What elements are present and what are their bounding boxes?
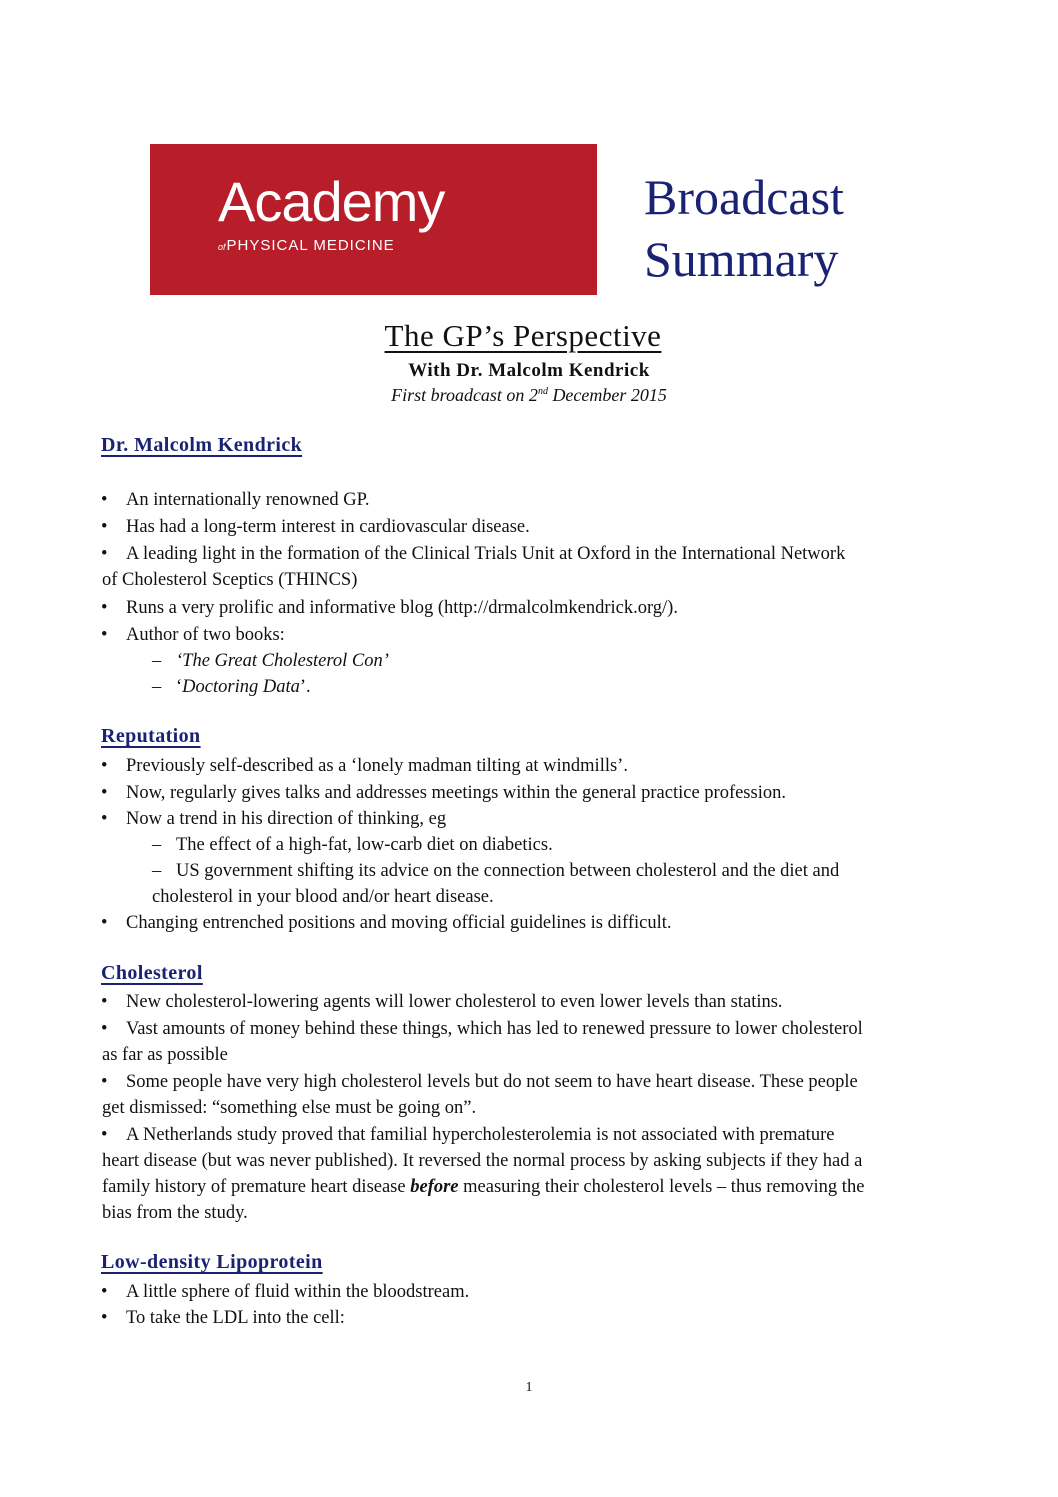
list-item: A little sphere of fluid within the bloodstream. [126, 1282, 470, 1302]
list-item: Now a trend in his direction of thinking, eg [126, 809, 447, 829]
section-heading-cholesterol: Cholesterol [101, 962, 203, 984]
list-item: Previously self-described as a ‘lonely madman tilting at windmills’. [126, 756, 628, 776]
list-item: Runs a very prolific and informative blog (http://drmalcolmkendrick.org/). [126, 598, 678, 618]
bullet: • [101, 598, 108, 618]
list-item-continuation: heart disease (but was never published). It reversed the normal process by asking subjects if they had a [102, 1151, 863, 1171]
bullet: • [101, 809, 108, 829]
list-item: To take the LDL into the cell: [126, 1308, 345, 1328]
bullet: • [101, 992, 108, 1012]
list-item: A leading light in the formation of the Clinical Trials Unit at Oxford in the International Network [126, 544, 846, 564]
bullet: • [101, 490, 108, 510]
bullet: • [101, 544, 108, 564]
section-heading-reputation: Reputation [101, 725, 201, 747]
bullet: • [101, 1019, 108, 1039]
book-title: ‘The Great Cholesterol Con’ [176, 651, 389, 671]
list-item: Changing entrenched positions and moving official guidelines is difficult. [126, 913, 672, 933]
bullet: • [101, 1125, 108, 1145]
page-number: 1 [525, 1380, 533, 1395]
document-title: The GP’s Perspective [384, 318, 662, 353]
academy-logo [150, 144, 597, 295]
logo-wordmark: Academy [218, 170, 445, 233]
bullet: • [101, 913, 108, 933]
sub-list-item: US government shifting its advice on the connection between cholesterol and the diet and [176, 861, 840, 881]
book-title: ‘Doctoring Data’. [176, 677, 311, 697]
section-heading-ldl: Low-density Lipoprotein [101, 1251, 323, 1273]
list-item: An internationally renowned GP. [126, 490, 370, 510]
list-item: Author of two books: [126, 625, 285, 645]
bullet: • [101, 1308, 108, 1328]
dash: – [152, 835, 162, 855]
list-item-continuation: get dismissed: “something else must be going on”. [102, 1098, 477, 1118]
bullet: • [101, 517, 108, 537]
dash: – [152, 651, 162, 671]
bullet: • [101, 625, 108, 645]
sub-list-item: The effect of a high-fat, low-carb diet on diabetics. [176, 835, 553, 855]
section-heading-kendrick: Dr. Malcolm Kendrick [101, 434, 303, 456]
list-item-continuation: family history of premature heart disease before measuring their cholesterol levels – thus removing the [102, 1177, 865, 1197]
broadcast-summary-title: Broadcast Summary [644, 169, 844, 287]
bullet: • [101, 783, 108, 803]
list-item: A Netherlands study proved that familial hypercholesterolemia is not associated with premature [126, 1125, 835, 1145]
list-item: Has had a long-term interest in cardiovascular disease. [126, 517, 530, 537]
list-item: New cholesterol-lowering agents will lower cholesterol to even lower levels than statins. [126, 992, 783, 1012]
broadcast-date: First broadcast on 2nd December 2015 [391, 385, 667, 405]
document-subtitle: With Dr. Malcolm Kendrick [408, 360, 650, 381]
bullet: • [101, 1072, 108, 1092]
sub-list-item-continuation: cholesterol in your blood and/or heart disease. [152, 887, 494, 907]
list-item-continuation: of Cholesterol Sceptics (THINCS) [102, 570, 358, 590]
list-item: Some people have very high cholesterol levels but do not seem to have heart disease. These people [126, 1072, 858, 1092]
logo-subtitle: ofPHYSICAL MEDICINE [218, 237, 395, 254]
dash: – [152, 861, 162, 881]
bullet: • [101, 756, 108, 776]
list-item: Vast amounts of money behind these things, which has led to renewed pressure to lower cholesterol [126, 1019, 863, 1039]
list-item-continuation: as far as possible [102, 1045, 228, 1065]
dash: – [152, 677, 162, 697]
list-item-continuation: bias from the study. [102, 1203, 248, 1223]
bullet: • [101, 1282, 108, 1302]
list-item: Now, regularly gives talks and addresses meetings within the general practice profession. [126, 783, 786, 803]
